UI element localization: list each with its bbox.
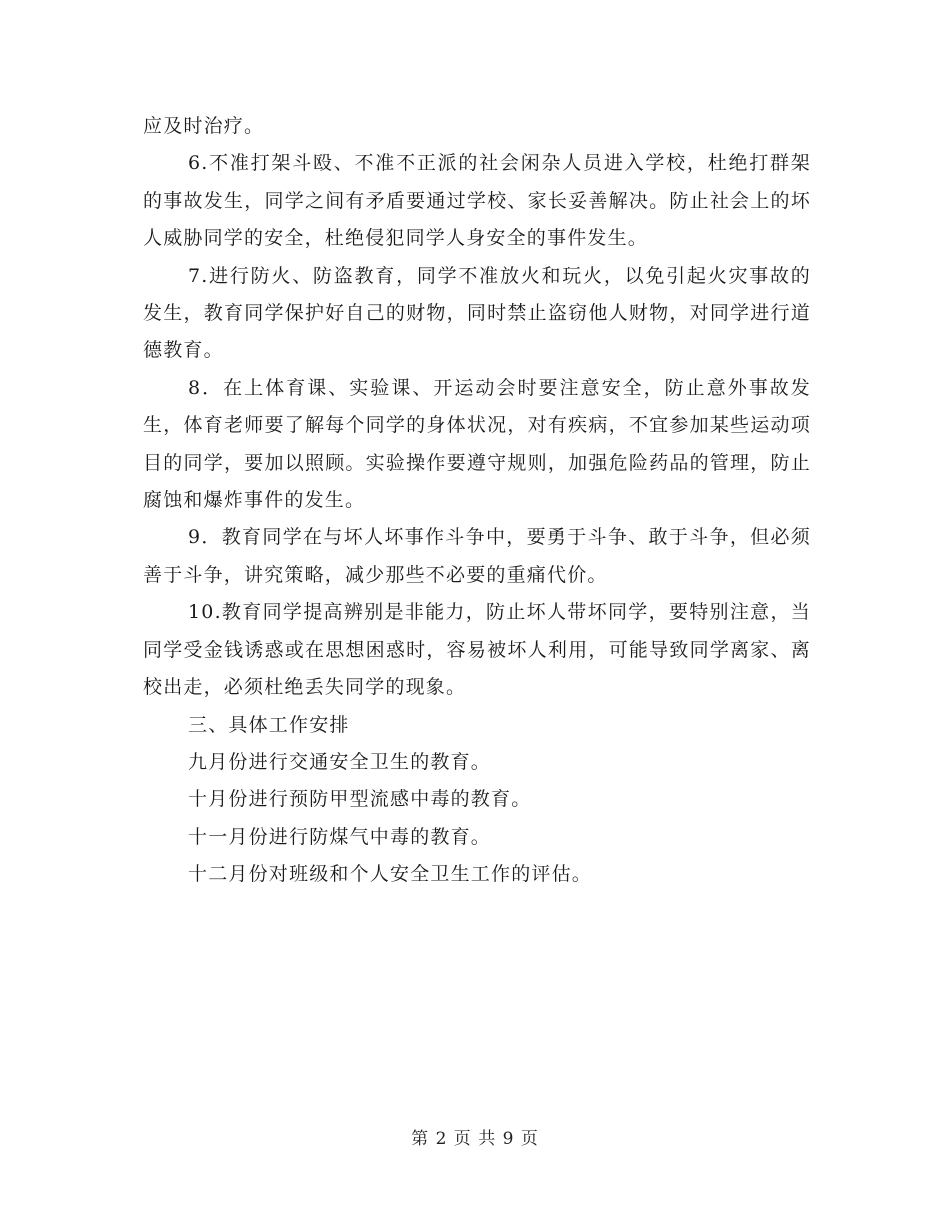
paragraph-item-10: 10.教育同学提高辨别是非能力，防止坏人带坏同学，要特别注意，当同学受金钱诱惑或在思想困惑时，容易被坏人利用，可能导致同学离家、离校出走，必须杜绝丢失同学的现象。 (143, 601, 811, 699)
section-heading: 三、具体工作安排 (188, 713, 350, 736)
schedule-october: 十月份进行预防甲型流感中毒的教育。 (188, 788, 532, 811)
paragraph-item-7: 7.进行防火、防盗教育，同学不准放火和玩火，以免引起火灾事故的发生，教育同学保护好自己的财物，同时禁止盗窃他人财物，对同学进行道德教育。 (143, 264, 811, 362)
paragraph-continuation: 应及时治疗。 (143, 115, 265, 137)
paragraph-item-8: 8．在上体育课、实验课、开运动会时要注意安全，防止意外事故发生，体育老师要了解每个同学的身体状况，对有疾病，不宜参加某些运动项目的同学，要加以照顾。实验操作要遵守规则，加强危险药品的管理，防止腐蚀和爆炸事件的发生。 (143, 376, 811, 512)
schedule-september: 九月份进行交通安全卫生的教育。 (188, 750, 492, 773)
page-number-footer: 第 2 页 共 9 页 (411, 1129, 539, 1149)
schedule-november: 十一月份进行防煤气中毒的教育。 (188, 825, 492, 848)
paragraph-item-9: 9．教育同学在与坏人坏事作斗争中，要勇于斗争、敢于斗争，但必须善于斗争，讲究策略，减少那些不必要的重痛代价。 (143, 526, 811, 586)
paragraph-item-6: 6.不准打架斗殴、不准不正派的社会闲杂人员进入学校，杜绝打群架的事故发生，同学之间有矛盾要通过学校、家长妥善解决。防止社会上的坏人威胁同学的安全，杜绝侵犯同学人身安全的事件发生。 (143, 152, 811, 250)
document-body (143, 108, 811, 894)
schedule-december: 十二月份对班级和个人安全卫生工作的评估。 (188, 863, 593, 886)
